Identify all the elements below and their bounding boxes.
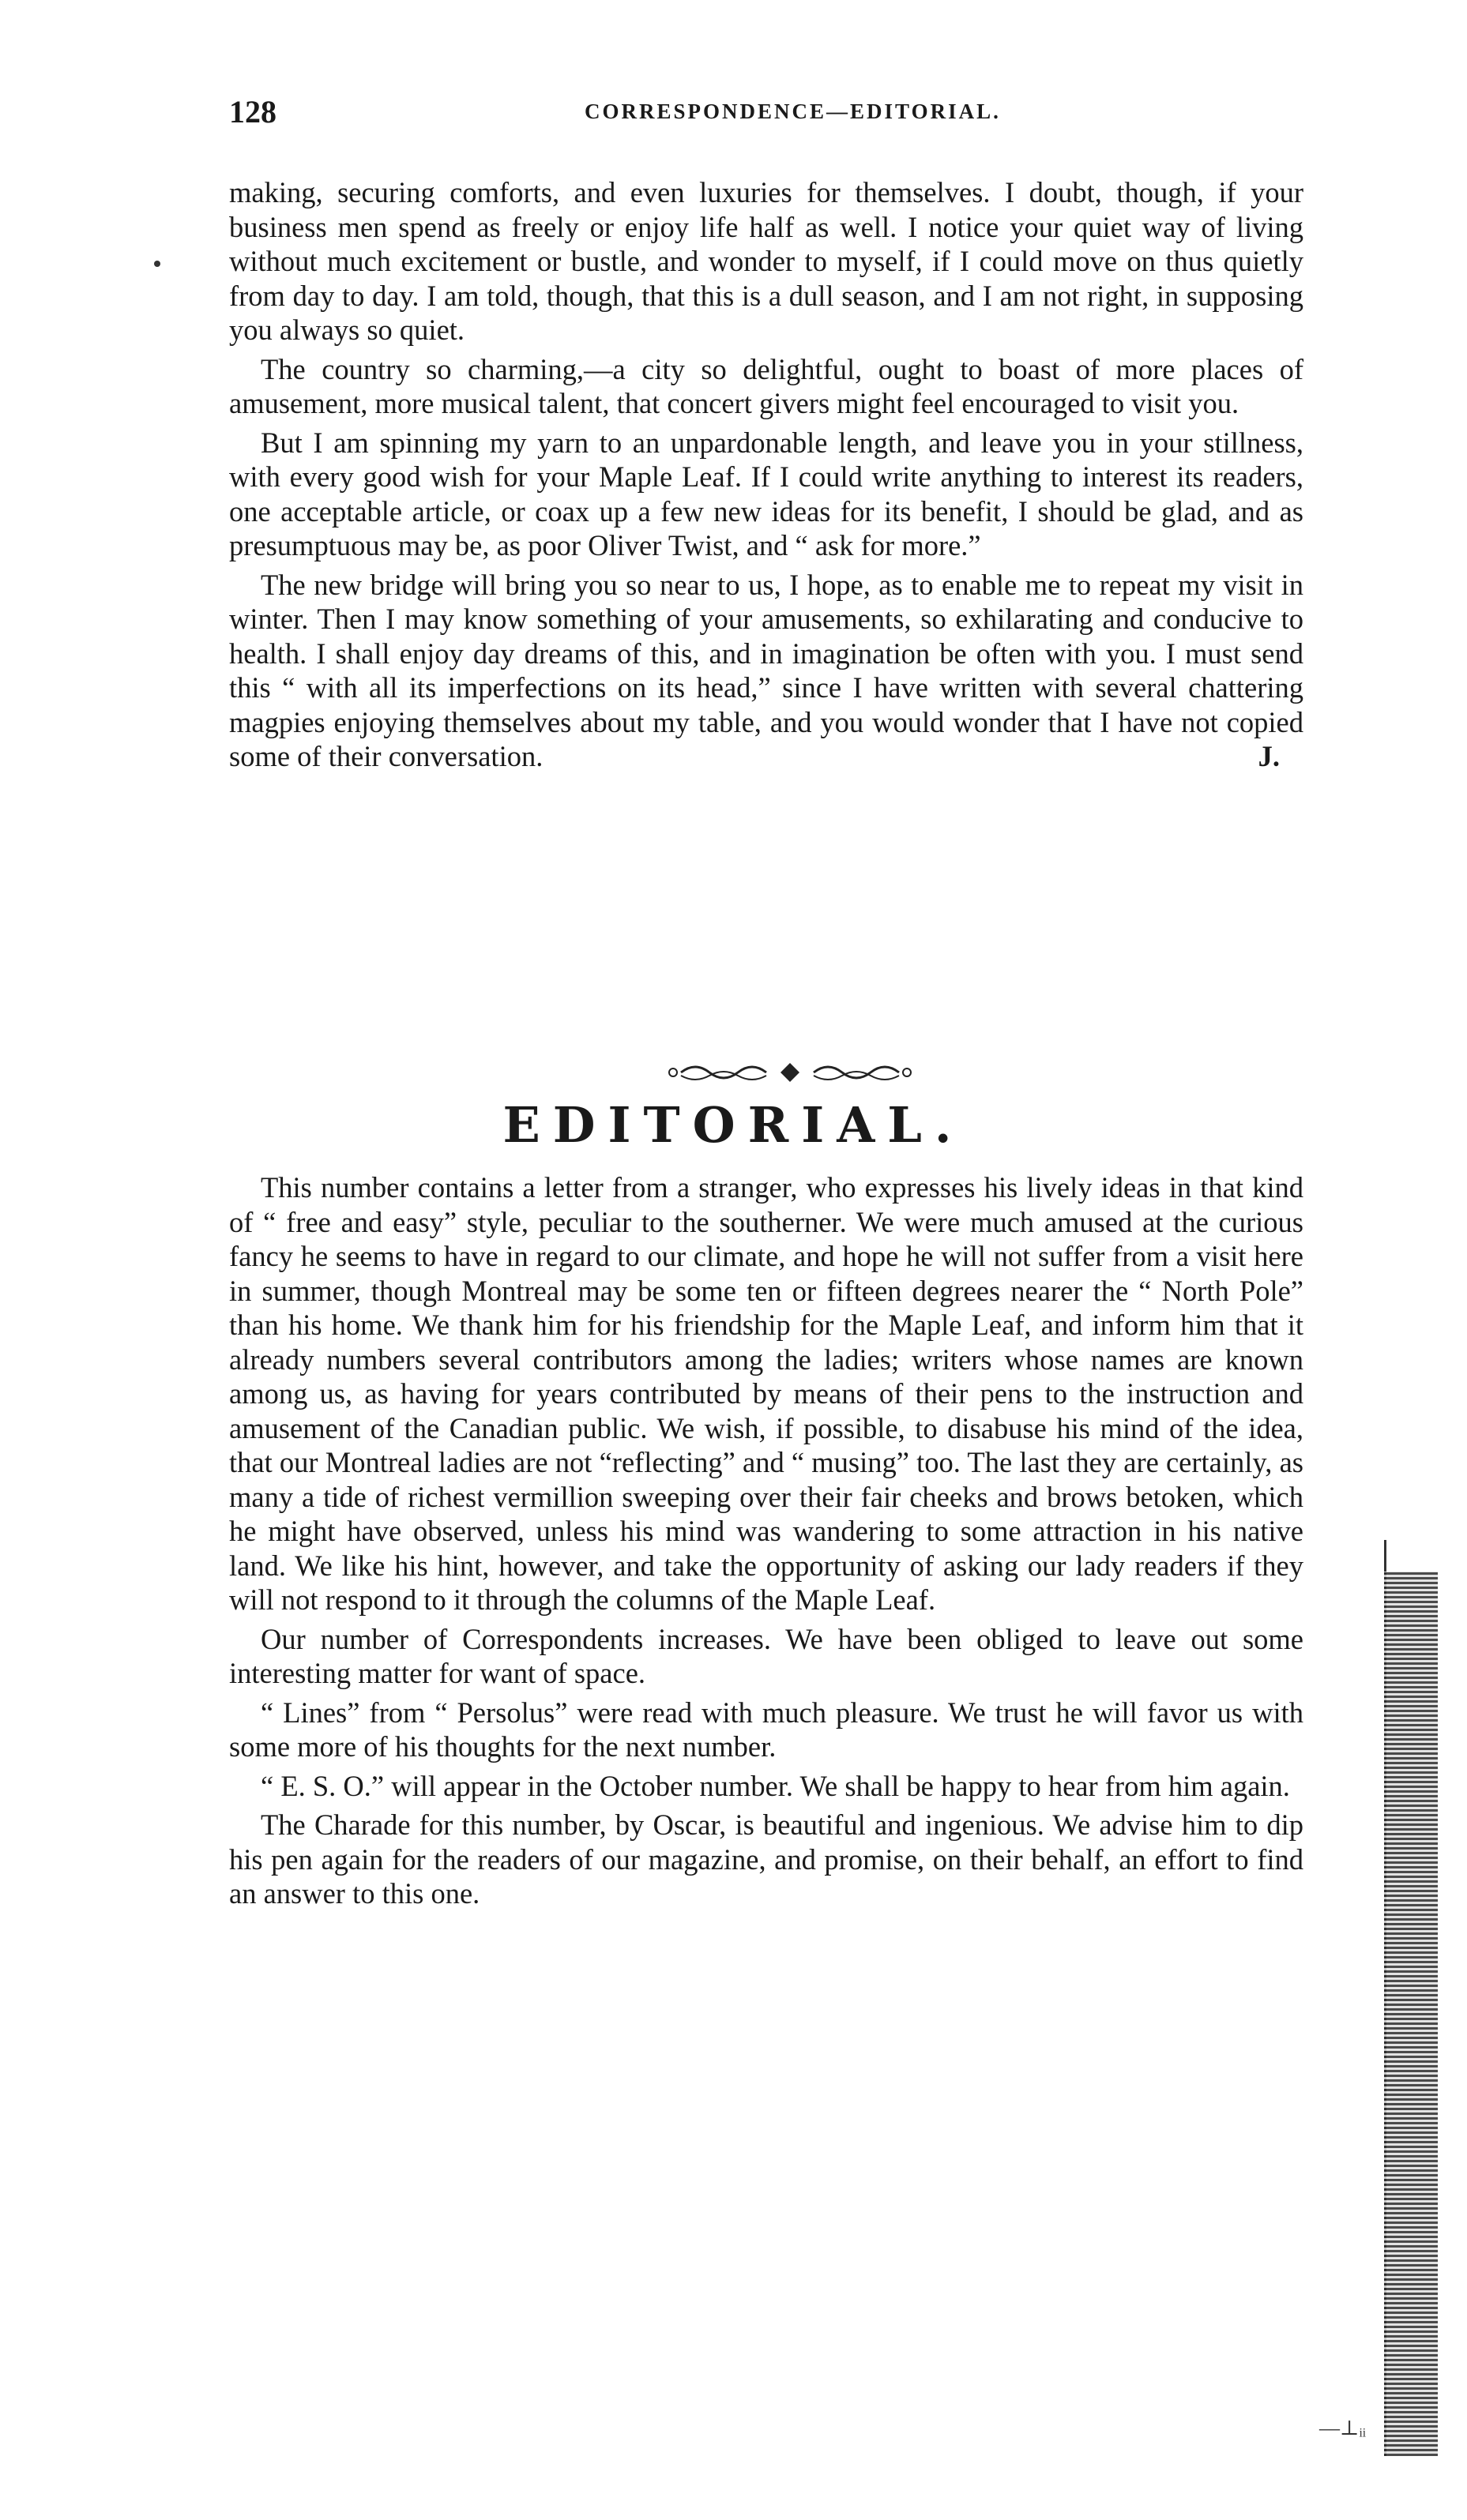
letter-signature: J. (1258, 740, 1280, 772)
letter-paragraph (229, 568, 1303, 774)
page-edge-scan-artifact (1384, 1572, 1438, 2456)
running-title: CORRESPONDENCE—EDITORIAL. (585, 100, 1001, 123)
editorial-paragraph: “ E. S. O.” will appear in the October number. We shall be happy to hear from him again. (261, 1769, 1290, 1802)
ornament-divider-icon (664, 1057, 916, 1088)
editorial-paragraph: “ Lines” from “ Persolus” were read with much pleasure. We trust he will favor us with some more of his thoughts for the next number. (229, 1696, 1303, 1763)
editorial-heading: EDITORIAL. (502, 1096, 965, 1154)
running-head (0, 93, 1467, 133)
letter-paragraph: But I am spinning my yarn to an unpardonable length, and leave you in your stillness, with every good wish for your Maple Leaf. If I could write anything to interest its readers, one acceptable article, or coax up a few new ideas for its benefit, I should be glad, and as presumptuous may be, as poor Oliver Twist, and “ ask for more.” (229, 426, 1303, 561)
editorial-paragraph: The Charade for this number, by Oscar, is beautiful and ingenious. We advise him to dip his pen again for the readers of our magazine, and promise, on their behalf, an effort to find an answer to this one. (229, 1808, 1303, 1910)
page-number: 128 (229, 94, 276, 130)
editorial-text (229, 1170, 1303, 1916)
editorial-paragraph: This number contains a letter from a stranger, who expresses his lively ideas in that kind of “ free and easy” style, peculiar to the southerner. We were much amused at the curious fancy he seems to have in regard to our climate, and hope he will not suffer from a visit here in summer, though Montreal may be some ten or fifteen degrees nearer the “ North Pole” than his home. We thank him for his friendship for the Maple Leaf, and inform him that it already numbers several contributors among the ladies; writers whose names are known among us, as having for years contributed by means of their pens to the instruction and amusement of the Canadian public. We wish, if possible, to disabuse his mind of the idea, that our Montreal ladies are not “reflecting” and “ musing” too. The last they are certainly, as many a tide of richest vermillion sweeping over their fair cheeks and brows betoken, which he might have observed, unless his mind was wandering to some attraction in his native land. We like his hint, however, and take the opportunity of asking our lady readers if they will not respond to it through the columns of the Maple Leaf. (229, 1171, 1303, 1616)
margin-dot (154, 261, 160, 267)
margin-marks: —⊥ᵢᵢ (1319, 2417, 1366, 2439)
letter-paragraph: The country so charming,—a city so delightful, ought to boast of more places of amusement, more musical talent, that concert givers might feel encouraged to visit you. (229, 352, 1303, 419)
letter-paragraph-text: The new bridge will bring you so near to us, I hope, as to enable me to repeat my visit in winter. Then I may know something of your amusements, so exhilarating and conducive to health. I shall enjoy day dreams of this, and in imagination be often with you. I must send this “ with all its imperfections on its head,” since I have written with several chattering magpies enjoying themselves about my table, and you would wonder that I have not copied some of their conversation. (229, 568, 1303, 772)
letter-paragraph: making, securing comforts, and even luxuries for themselves. I doubt, though, if your business men spend as freely or enjoy life half as well. I notice your quiet way of living without much excitement or bustle, and wonder to myself, if I could move on thus quietly from day to day. I am told, though, that this is a dull season, and I am not right, in supposing you always so quiet. (229, 176, 1303, 346)
editorial-paragraph: Our number of Correspondents increases. We have been obliged to leave out some interesting matter for want of space. (229, 1622, 1303, 1689)
letter-text (229, 175, 1303, 779)
